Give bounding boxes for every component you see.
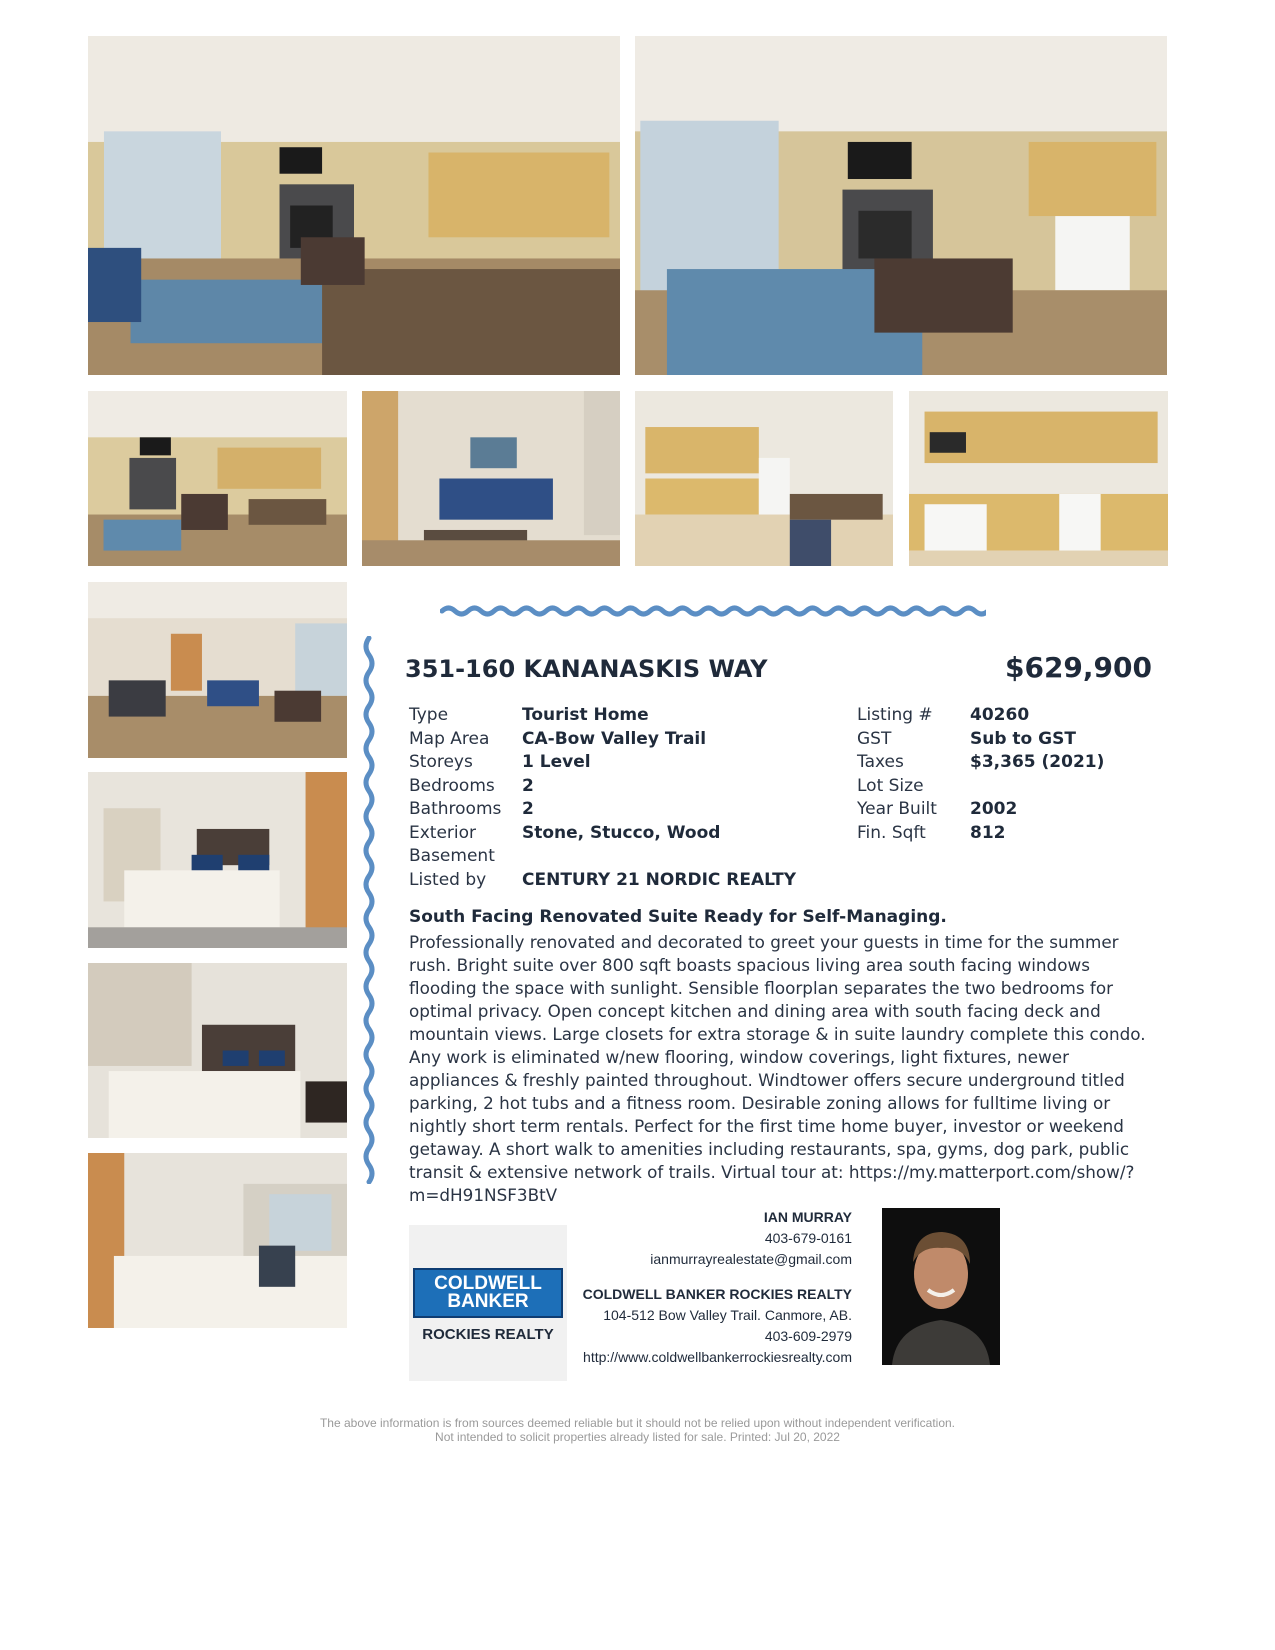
fact-label: Storeys <box>409 752 473 772</box>
photo-bedroom-1 <box>88 772 347 948</box>
fact-value: CA-Bow Valley Trail <box>522 728 707 749</box>
fact-label: Bathrooms <box>409 799 502 819</box>
avatar <box>882 1208 1000 1365</box>
fact-row-fin-sqft <box>857 822 1157 846</box>
agent-contact <box>532 1207 852 1368</box>
fact-row-gst <box>857 728 1157 752</box>
fact-label: Taxes <box>857 752 904 772</box>
wave-divider-vertical <box>360 636 378 1184</box>
listing-description: Professionally renovated and decorated to greet your guests in time for the summer rush. Bright suite over 800 sqft boasts spacious living area south facing windows flooding the space with sunlight. Sensible floorplan separates the two bedrooms for optimal privacy. Open concept kitchen and dining area with south facing deck and mountain views. Large closets for extra storage & in suite laundry complete this condo. Any work is eliminated w/new flooring, window coverings, light fixtures, newer appliances & freshly painted throughout. Windtower offers secure underground titled parking, 2 hot tubs and a fitness room. Desirable zoning allows for fulltime living or nightly short term rentals. Perfect for the first time home buyer, investor or weekend getaway. A short walk to amenities including restaurants, spa, gyms, dog park, public transit & extensive network of trails. Virtual tour at: https://my.matterport.com/show/?m=dH91NSF3BtV <box>409 932 1146 1205</box>
agent-name: IAN MURRAY <box>763 1209 852 1225</box>
disclaimer-line-2: Not intended to solicit properties already listed for sale. Printed: Jul 20, 2022 <box>435 1430 840 1444</box>
fact-value: Tourist Home <box>522 705 649 725</box>
disclaimer-line-1: The above information is from sources deemed reliable but it should not be relied upon without independent verification. <box>319 1416 956 1430</box>
listing-address: 351-160 KANANASKIS WAY <box>405 655 768 683</box>
brokerage-name: COLDWELL BANKER ROCKIES REALTY <box>582 1286 852 1302</box>
fact-row-type <box>409 704 849 728</box>
fact-row-listed-by <box>409 869 849 893</box>
brokerage-address: 104-512 Bow Valley Trail. Canmore, AB. <box>603 1307 852 1323</box>
fact-value: $3,365 (2021) <box>970 752 1105 772</box>
logo-line-1: COLDWELL <box>434 1273 542 1294</box>
photo-living-dining <box>88 36 620 375</box>
fact-value: Sub to GST <box>970 728 1076 749</box>
fact-value: 40260 <box>970 705 1030 725</box>
fact-row-taxes <box>857 751 1157 775</box>
fact-label: Listing # <box>857 705 933 725</box>
spacer <box>532 1270 852 1284</box>
fact-label: Fin. Sqft <box>857 822 926 843</box>
photo-living-kitchen <box>88 391 347 566</box>
logo-subtitle: ROCKIES REALTY <box>422 1326 554 1343</box>
fact-row-year-built <box>857 798 1157 822</box>
agent-phone: 403-679-0161 <box>764 1230 852 1246</box>
listing-price: $629,900 <box>1004 651 1152 684</box>
fact-row-listing-number <box>857 704 1157 728</box>
brokerage-website[interactable]: http://www.coldwellbankerrockiesrealty.com <box>583 1349 852 1365</box>
photo-bedroom-3 <box>88 1153 347 1328</box>
fact-row-bedrooms <box>409 775 849 799</box>
photo-living-fireplace <box>635 36 1167 375</box>
fact-value: 812 <box>970 822 1006 843</box>
wave-divider-horizontal <box>440 602 986 620</box>
fact-label: Year Built <box>857 799 937 819</box>
photo-open-plan <box>88 582 347 758</box>
fact-value: 2 <box>522 775 534 796</box>
fact-label: Map Area <box>409 728 490 749</box>
fact-label: Type <box>409 705 449 725</box>
fact-row-lot-size <box>857 775 1157 799</box>
photo-sofa <box>362 391 620 566</box>
fact-label: Lot Size <box>857 775 924 796</box>
brokerage-phone: 403-609-2979 <box>764 1328 852 1344</box>
fact-row-map-area <box>409 728 849 752</box>
fact-value: 2002 <box>970 799 1018 819</box>
fact-row-exterior <box>409 822 849 846</box>
agent-portrait <box>882 1208 1000 1365</box>
fact-row-bathrooms <box>409 798 849 822</box>
disclaimer <box>0 1416 1275 1444</box>
logo-line-2: BANKER <box>447 1291 529 1312</box>
agent-email[interactable]: ianmurrayrealestate@gmail.com <box>650 1251 852 1267</box>
fact-row-storeys <box>409 751 849 775</box>
photo-kitchen <box>909 391 1168 566</box>
fact-value: CENTURY 21 NORDIC REALTY <box>522 869 797 890</box>
photo-bedroom-2 <box>88 963 347 1138</box>
fact-label: Basement <box>409 846 495 866</box>
property-facts-left <box>409 704 849 892</box>
fact-label: Exterior <box>409 822 477 843</box>
photo-kitchen-dining <box>635 391 893 566</box>
fact-label: Listed by <box>409 869 487 890</box>
property-facts-right <box>857 704 1157 845</box>
fact-label: Bedrooms <box>409 775 495 796</box>
fact-value: 2 <box>522 799 534 819</box>
fact-value: 1 Level <box>522 752 591 772</box>
fact-value: Stone, Stucco, Wood <box>522 822 721 843</box>
fact-label: GST <box>857 728 892 749</box>
listing-headline: South Facing Renovated Suite Ready for Self-Managing. <box>409 907 947 927</box>
fact-row-basement <box>409 845 849 869</box>
